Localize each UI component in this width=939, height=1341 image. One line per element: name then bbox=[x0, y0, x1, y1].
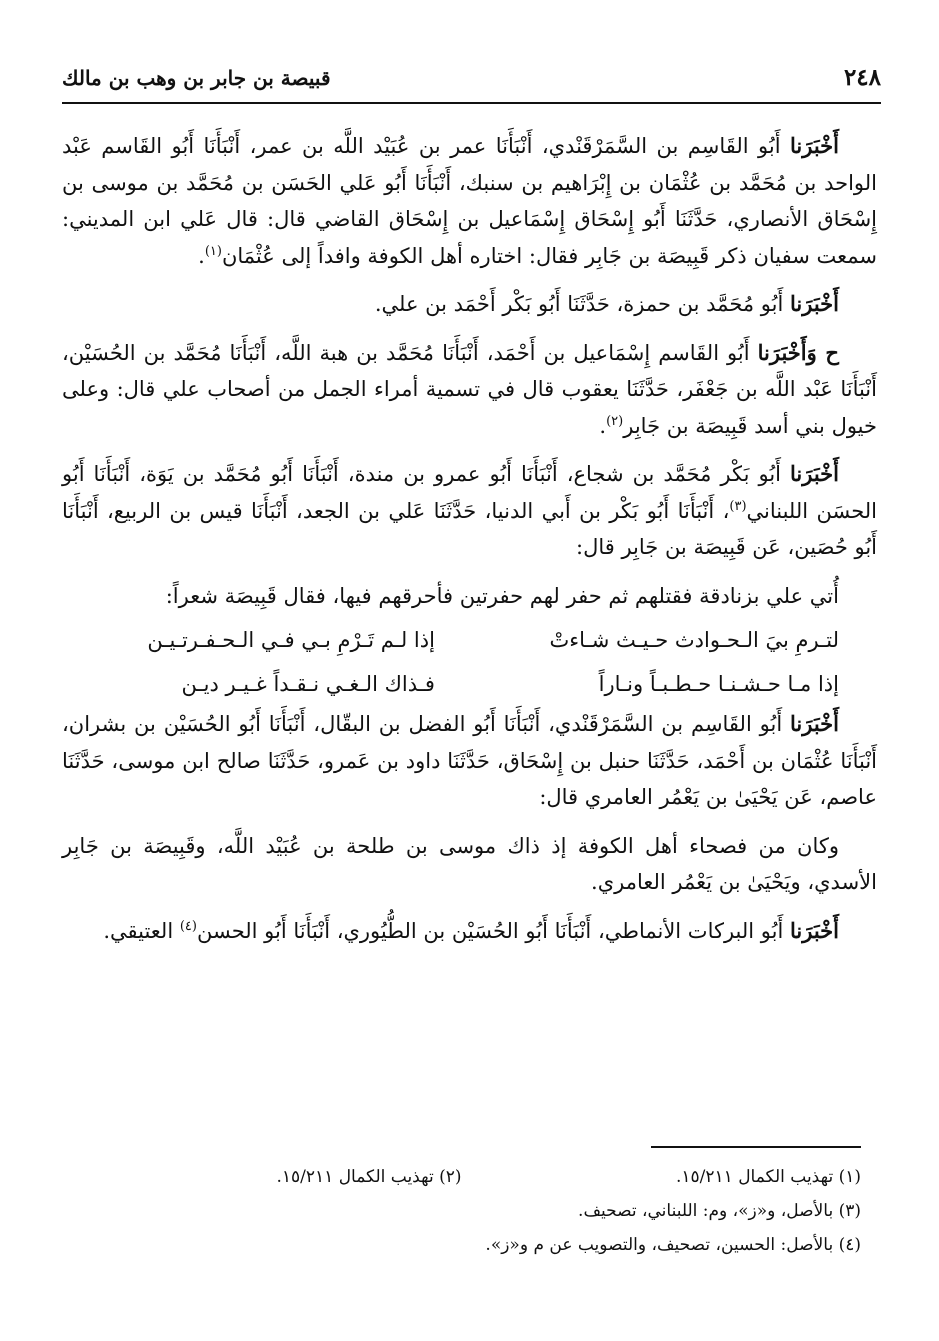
paragraph-text: أَبُو القَاسِم بن السَّمَرْقَنْدي، أَنْبَأَنَا عمر بن عُبَيْد اللَّه بن عمر، أَنْبَأَنَا أَبُو القَاسم عَبْد الواحد بن مُحَمَّد بن عُثْمَان بن إِبْرَاهيم بن سنبك، أَنْبَأَنَا أَبُو عَلي الحَسَن بن مُحَمَّد بن موسى بن إِسْحَاق الأنصاري، حَدَّثَنَا أَبُو إِسْحَاق إِسْمَاعيل بن إِسْحَاق القاضي قال: قال عَلي ابن المديني: سمعت سفيان ذكر قَبِيصَة بن جَابِر فقال: اختاره أهل الكوفة وافداً إلى عُثْمَان bbox=[62, 134, 877, 268]
paragraph-8 bbox=[62, 913, 877, 950]
verse-line bbox=[62, 618, 839, 662]
paragraph-text: أَبُو البركات الأنماطي، أَنْبَأَنَا أَبُو الحُسَيْن بن الطُّيُوري، أَنْبَأَنَا أَبُو الحسن bbox=[196, 918, 791, 943]
paragraph-1 bbox=[62, 128, 877, 274]
paragraph-tail: العتيقي. bbox=[103, 918, 180, 943]
footnote-4: (٤) بالأصل: الحسين، تصحيف، والتصويب عن م و«ز». bbox=[485, 1235, 861, 1255]
verse-hemistich-first: لتـرمِ بيَ الـحـوادث حـيـث شـاءتْ bbox=[549, 628, 839, 652]
poem bbox=[62, 618, 839, 706]
paragraph-6 bbox=[62, 706, 877, 816]
paragraph-text: أُتي علي بزنادقة فقتلهم ثم حفر لهم حفرتين فأحرقهم فيها، فقال قَبِيصَة شعراً: bbox=[165, 583, 839, 608]
akhbarana-lead: أَخْبَرَنا bbox=[790, 711, 839, 736]
paragraph-2 bbox=[62, 286, 877, 323]
page-header bbox=[62, 62, 881, 104]
footnote-ref: (٣) bbox=[729, 498, 747, 514]
footnote-ref: (٢) bbox=[606, 413, 624, 429]
page-number: ٢٤٨ bbox=[843, 64, 881, 91]
paragraph-5 bbox=[62, 578, 877, 615]
footnote-2: (٢) تهذيب الكمال ١٥/٢١١. bbox=[276, 1167, 462, 1187]
paragraph-text: أَبُو القَاسم إِسْمَاعيل بن أَحْمَد، أَنْبَأَنَا مُحَمَّد بن هبة اللَّه، أَنْبَأَنَا مُحَمَّد بن الحُسَيْن، أَنْبَأَنَا عَبْد اللَّه بن جَعْفَر، حَدَّثَنَا يعقوب قال في تسمية أمراء الجمل من أصحاب علي قال: وعلى خيول بني أسد قَبِيصَة بن جَابِر bbox=[62, 340, 877, 438]
akhbarana-lead: أَخْبَرَنا bbox=[790, 291, 839, 316]
paragraph-tail: . bbox=[599, 413, 607, 438]
running-title: قبيصة بن جابر بن وهب بن مالك bbox=[62, 66, 331, 90]
paragraph-tail: ، أَنْبَأَنَا أَبُو بَكْر بن أَبي الدنيا، حَدَّثَنَا عَلي بن الجعد، أَنْبَأَنَا قيس بن الربيع، أَنْبَأَنَا أَبُو حُصَين، عَن قَبِيصَة بن جَابِر قال: bbox=[62, 498, 877, 559]
main-text bbox=[62, 128, 877, 961]
paragraph-7 bbox=[62, 828, 877, 901]
paragraph-4 bbox=[62, 456, 877, 566]
footnote-divider bbox=[651, 1146, 861, 1148]
footnote-row bbox=[62, 1160, 861, 1194]
akhbarana-lead: أَخْبَرَنا bbox=[790, 917, 839, 943]
paragraph-text: أَبُو بَكْر مُحَمَّد بن شجاع، أَنْبَأَنَا أَبُو عمرو بن مندة، أَنْبَأَنَا أَبُو مُحَمَّد بن يَوَة، أَنْبَأَنَا أَبُو الحسَن اللبناني bbox=[62, 462, 877, 523]
verse-line bbox=[62, 662, 839, 706]
paragraph-text: أَبُو مُحَمَّد بن حمزة، حَدَّثَنَا أَبُو بَكْر أَحْمَد بن علي. bbox=[374, 292, 791, 316]
footnotes bbox=[62, 1160, 861, 1262]
akhbarana-lead: ح وَأَخْبَرَنا bbox=[757, 339, 839, 365]
footnote-ref: (٤) bbox=[179, 918, 197, 934]
verse-hemistich-second: إذا لـم تَـرْمِ بـي فـي الـحـفـرتـيـن bbox=[147, 628, 435, 652]
paragraph-3 bbox=[62, 335, 877, 445]
paragraph-tail: . bbox=[198, 243, 205, 268]
footnote-3: (٣) بالأصل، و«ز»، وم: اللبناني، تصحيف. bbox=[578, 1201, 861, 1221]
footnote-1: (١) تهذيب الكمال ١٥/٢١١. bbox=[676, 1167, 861, 1187]
paragraph-text: أَبُو القَاسِم بن السَّمَرْقَنْدي، أَنْبَأَنَا أَبُو الفضل بن البقّال، أَنْبَأَنَا أَبُو الحُسَيْن بن بشران، أَنْبَأَنَا عُثْمَان بن أَحْمَد، حَدَّثَنَا حنبل بن إِسْحَاق، حَدَّثَنَا داود بن عَمرو، حَدَّثَنَا صالح ابن موسى، حَدَّثَنَا عاصم، عَن يَحْيَىٰ بن يَعْمُر العامري قال: bbox=[62, 712, 877, 809]
akhbarana-lead: أَخْبَرَنا bbox=[790, 461, 839, 486]
paragraph-text: وكان من فصحاء أهل الكوفة إذ ذاك موسى بن طلحة بن عُبَيْد اللَّه، وقَبِيصَة بن جَابِر الأسدي، ويَحْيَىٰ بن يَعْمُر العامري. bbox=[62, 833, 877, 894]
footnote-ref: (١) bbox=[204, 243, 222, 259]
akhbarana-lead: أَخْبَرَنا bbox=[790, 133, 839, 158]
verse-hemistich-first: إذا مـا حـشـنـا حـطـبـاً ونـاراً bbox=[598, 672, 839, 696]
verse-hemistich-second: فـذاك الـغـي نـقـداً غـيـر ديـن bbox=[181, 672, 435, 696]
